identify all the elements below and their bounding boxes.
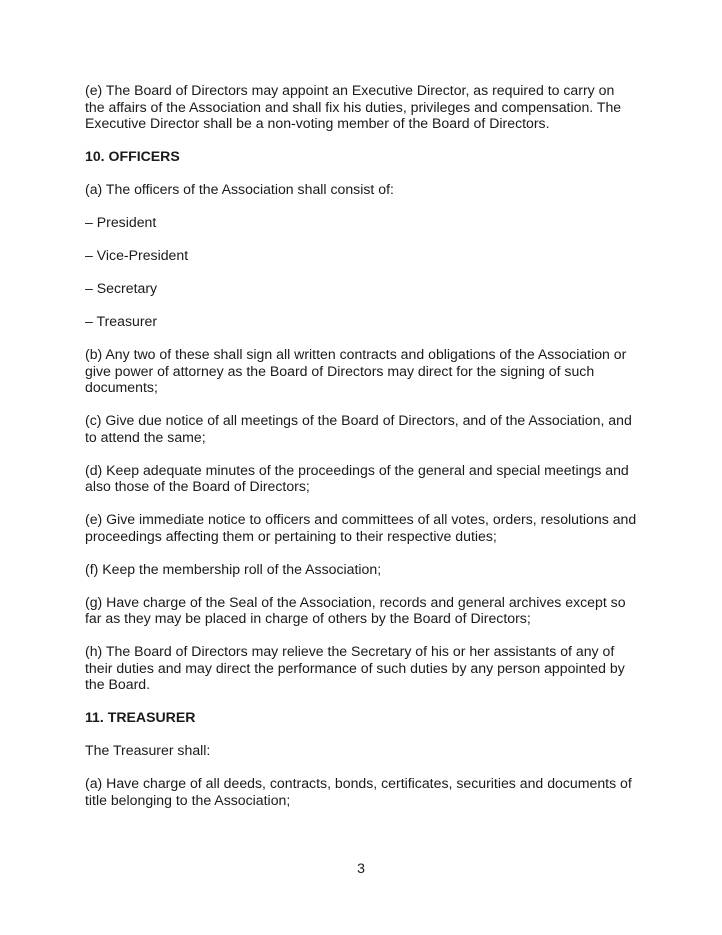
paragraph-a-officers-consist: (a) The officers of the Association shall consist of:: [85, 181, 394, 197]
paragraph-d-keep-minutes: (d) Keep adequate minutes of the proceedings of the general and special meetings and also those of the Board of Directors;: [85, 461, 629, 494]
paragraph-e-executive-director: (e) The Board of Directors may appoint an Executive Director, as required to carry on the affairs of the Association and shall fix his duties, privileges and compensation. The Executive Director shall be a non-voting member of the Board of Directors.: [85, 82, 622, 131]
section-heading-treasurer: 11. TREASURER: [85, 709, 196, 725]
paragraph-b-sign-contracts: (b) Any two of these shall sign all written contracts and obligations of the Association or give power of attorney as the Board of Directors may direct for the signing of such documents;: [85, 346, 627, 395]
officer-list-item-vice-president: – Vice-President: [85, 247, 189, 263]
page-number: 3: [357, 860, 365, 876]
paragraph-a-deeds-charge: (a) Have charge of all deeds, contracts, bonds, certificates, securities and documents of title belonging to the Association;: [85, 775, 632, 808]
section-heading-officers: 10. OFFICERS: [85, 148, 180, 164]
paragraph-e-give-immediate-notice: (e) Give immediate notice to officers and committees of all votes, orders, resolutions and proceedings affecting them or pertaining to their respective duties;: [85, 511, 637, 544]
paragraph-h-relieve-secretary: (h) The Board of Directors may relieve the Secretary of his or her assistants of any of their duties and may direct the performance of such duties by any person appointed by the Board.: [85, 643, 625, 692]
paragraph-g-seal-charge: (g) Have charge of the Seal of the Association, records and general archives except so far as they may be placed in charge of others by the Board of Directors;: [85, 593, 626, 626]
officer-list-item-secretary: – Secretary: [85, 280, 158, 296]
officer-list-item-president: – President: [85, 214, 157, 230]
document-body: [85, 82, 637, 825]
paragraph-c-give-due-notice: (c) Give due notice of all meetings of the Board of Directors, and of the Association, and to attend the same;: [85, 412, 632, 445]
paragraph-f-membership-roll: (f) Keep the membership roll of the Association;: [85, 560, 382, 577]
paragraph-treasurer-shall: The Treasurer shall:: [85, 742, 211, 758]
officer-list-item-treasurer: – Treasurer: [85, 313, 158, 329]
